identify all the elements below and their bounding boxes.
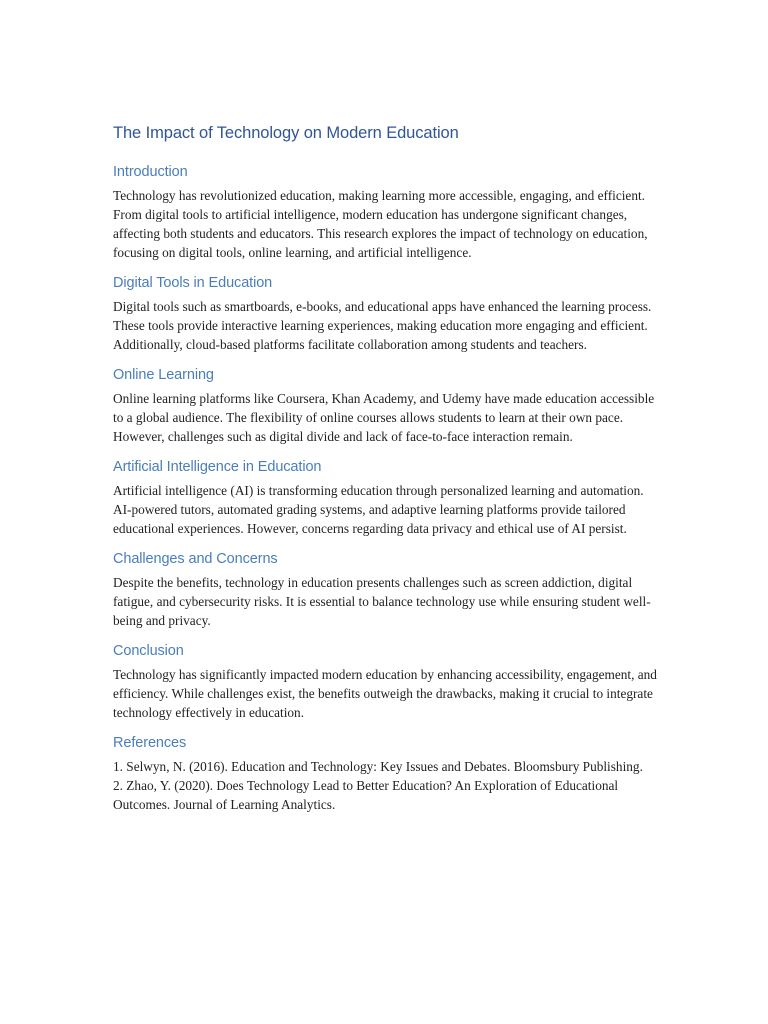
section-references — [113, 735, 658, 814]
section-heading: Introduction — [113, 164, 188, 180]
section-paragraph: Technology has revolutionized education, making learning more accessible, engaging, and efficient. From digital tools to artificial intelligence, modern education has undergone significant changes, affecting both students and educators. This research explores the impact of technology on education, focusing on digital tools, online learning, and artificial intelligence. — [113, 188, 648, 260]
document-title: The Impact of Technology on Modern Education — [113, 124, 459, 142]
section-heading: Online Learning — [113, 367, 214, 383]
section-paragraph: Despite the benefits, technology in education presents challenges such as screen addiction, digital fatigue, and cybersecurity risks. It is essential to balance technology use while ensuring student well-being and privacy. — [113, 575, 651, 628]
section-digital-tools — [113, 275, 658, 354]
section-paragraph: Technology has significantly impacted modern education by enhancing accessibility, engagement, and efficiency. While challenges exist, the benefits outweigh the drawbacks, making it crucial to integrate technology effectively in education. — [113, 667, 657, 720]
section-introduction — [113, 164, 658, 262]
section-paragraph: Online learning platforms like Coursera, Khan Academy, and Udemy have made education accessible to a global audience. The flexibility of online courses allows students to learn at their own pace. However, challenges such as digital divide and lack of face-to-face interaction remain. — [113, 391, 655, 444]
section-heading: Challenges and Concerns — [113, 551, 278, 567]
section-heading: Digital Tools in Education — [113, 275, 273, 291]
section-challenges — [113, 551, 658, 630]
reference-item: 2. Zhao, Y. (2020). Does Technology Lead to Better Education? An Exploration of Educational Outcomes. Journal of Learning Analytics. — [113, 778, 619, 812]
reference-item: 1. Selwyn, N. (2016). Education and Technology: Key Issues and Debates. Bloomsbury Publishing. — [113, 759, 643, 774]
section-artificial-intelligence — [113, 459, 658, 538]
references-heading: References — [113, 735, 187, 751]
section-online-learning — [113, 367, 658, 446]
section-paragraph: Artificial intelligence (AI) is transforming education through personalized learning and automation. AI-powered tutors, automated grading systems, and adaptive learning platforms provide tailored educational experiences. However, concerns regarding data privacy and ethical use of AI persist. — [113, 483, 644, 536]
section-heading: Conclusion — [113, 643, 184, 659]
section-conclusion — [113, 643, 658, 722]
section-heading: Artificial Intelligence in Education — [113, 459, 322, 475]
section-paragraph: Digital tools such as smartboards, e-books, and educational apps have enhanced the learning process. These tools provide interactive learning experiences, making education more engaging and efficient. Additionally, cloud-based platforms facilitate collaboration among students and teachers. — [113, 299, 652, 352]
